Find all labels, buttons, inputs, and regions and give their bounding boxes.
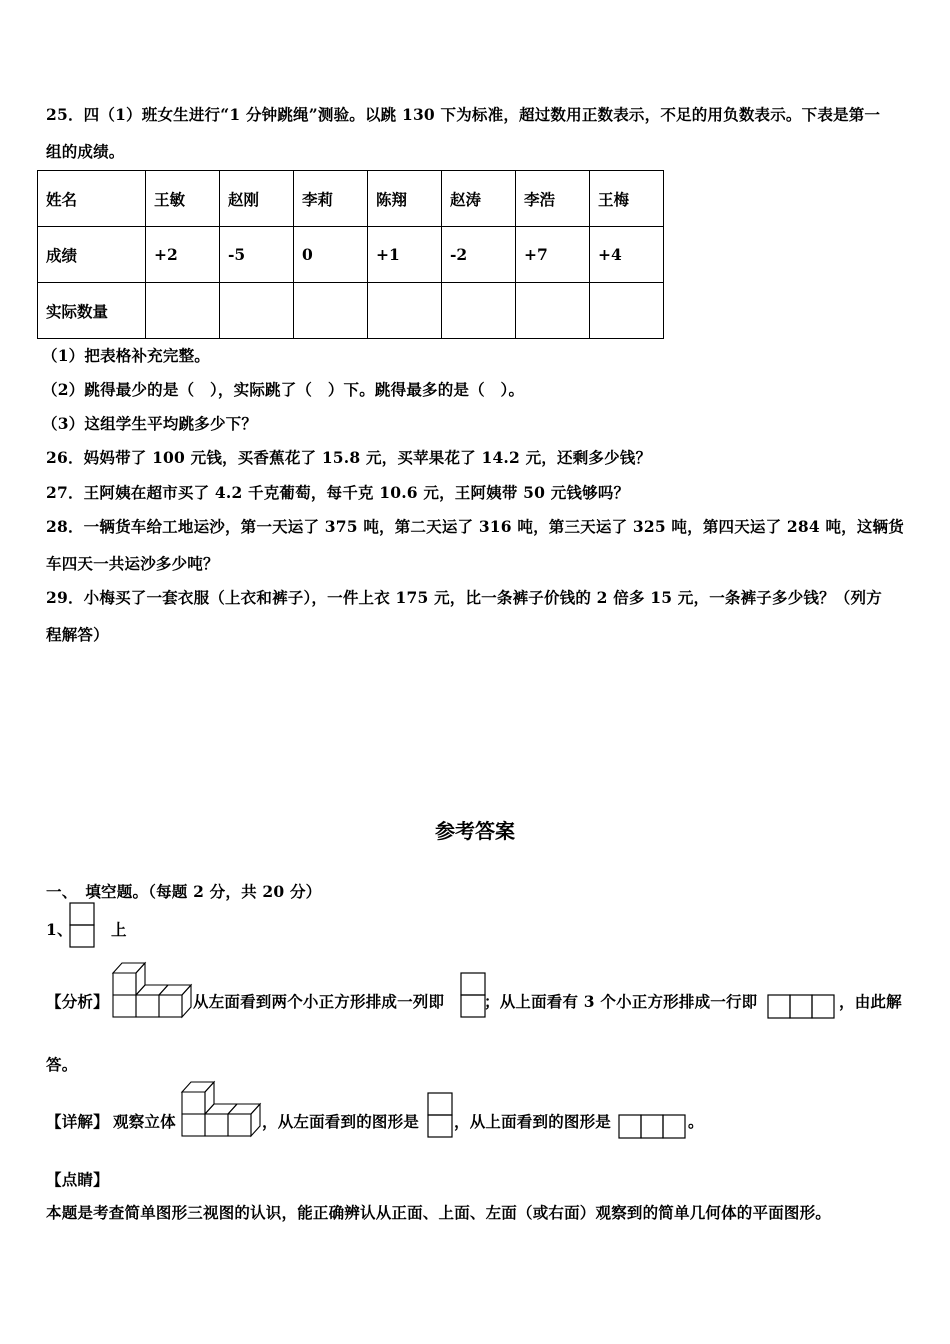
analysis-text-3: ，由此解 [839, 992, 902, 1011]
table-cell-empty [368, 283, 442, 339]
table-cell-empty [294, 283, 368, 339]
detail-text-2: ，从左面看到的图形是 [262, 1112, 420, 1131]
table-row-scores [38, 227, 664, 283]
top-view-figure [618, 1114, 688, 1140]
q26-text: 26．妈妈带了 100 元钱，买香蕉花了 15.8 元，买苹果花了 14.2 元，还剩多少钱？ [46, 448, 652, 467]
q28-line1: 28．一辆货车给工地运沙，第一天运了 375 吨，第二天运了 316 吨，第三天运了 325 吨，第四天运了 284 吨，这辆货 [46, 517, 904, 536]
analysis-text-1: 从左面看到两个小正方形排成一列即 [193, 992, 445, 1011]
left-view-figure [427, 1092, 453, 1138]
analysis-label: 【分析】 [46, 992, 109, 1011]
q25-line1: 25．四（1）班女生进行“1 分钟跳绳”测验。以跳 130 下为标准，超过数用正数表示，不足的用负数表示。下表是第一 [46, 105, 881, 124]
top-view-figure [767, 994, 837, 1020]
q28-line2: 车四天一共运沙多少吨？ [46, 554, 219, 573]
detail-label: 【详解】 [46, 1112, 109, 1131]
cube-solid-figure [111, 961, 193, 1019]
q25-sub2: （2）跳得最少的是（ ），实际跳了（ ）下。跳得最多的是（ ）。 [42, 380, 525, 399]
table-row-names [38, 171, 664, 227]
answer-1-prefix: 1、 [46, 920, 73, 939]
table-cell: 陈翔 [368, 171, 442, 227]
q27-text: 27．王阿姨在超市买了 4.2 千克葡萄，每千克 10.6 元，王阿姨带 50 元钱够吗？ [46, 483, 630, 502]
analysis-text-2: ；从上面看有 3 个小正方形排成一行即 [484, 992, 758, 1011]
table-cell-empty [516, 283, 590, 339]
left-view-figure [69, 902, 95, 948]
q25-sub3: （3）这组学生平均跳多少下？ [42, 414, 258, 433]
q25-line2: 组的成绩。 [46, 142, 125, 161]
table-cell: 李莉 [294, 171, 368, 227]
table-cell: +1 [368, 227, 442, 283]
answer-1-suffix: 上 [111, 920, 127, 939]
table-cell: 实际数量 [38, 283, 146, 339]
q25-sub1: （1）把表格补充完整。 [42, 346, 210, 365]
table-cell: 姓名 [38, 171, 146, 227]
table-cell: 赵涛 [442, 171, 516, 227]
table-cell-empty [590, 283, 664, 339]
table-cell: 李浩 [516, 171, 590, 227]
q29-line2: 程解答） [46, 625, 109, 644]
cube-solid-figure [180, 1080, 262, 1138]
table-cell-empty [220, 283, 294, 339]
analysis-line-2: 答。 [46, 1055, 78, 1074]
detail-text-1: 观察立体 [113, 1112, 176, 1131]
table-cell: -5 [220, 227, 294, 283]
section-heading: 一、 填空题。（每题 2 分，共 20 分） [46, 882, 322, 901]
table-cell-empty [442, 283, 516, 339]
detail-text-4: 。 [688, 1112, 704, 1131]
score-table [37, 170, 664, 339]
table-cell: 成绩 [38, 227, 146, 283]
table-cell: 0 [294, 227, 368, 283]
answers-title: 参考答案 [435, 819, 515, 843]
table-cell: 王敏 [146, 171, 220, 227]
detail-text-3: ，从上面看到的图形是 [454, 1112, 612, 1131]
table-cell-empty [146, 283, 220, 339]
table-cell: +4 [590, 227, 664, 283]
table-cell: +7 [516, 227, 590, 283]
q29-line1: 29．小梅买了一套衣服（上衣和裤子），一件上衣 175 元，比一条裤子价钱的 2 倍多 15 元，一条裤子多少钱？（列方 [46, 588, 882, 607]
table-row-actual [38, 283, 664, 339]
table-cell: +2 [146, 227, 220, 283]
table-cell: -2 [442, 227, 516, 283]
tip-text: 本题是考查简单图形三视图的认识，能正确辨认从正面、上面、左面（或右面）观察到的简单几何体的平面图形。 [46, 1203, 832, 1222]
tip-label: 【点睛】 [46, 1170, 109, 1189]
table-cell: 赵刚 [220, 171, 294, 227]
left-view-figure [460, 972, 486, 1018]
table-cell: 王梅 [590, 171, 664, 227]
